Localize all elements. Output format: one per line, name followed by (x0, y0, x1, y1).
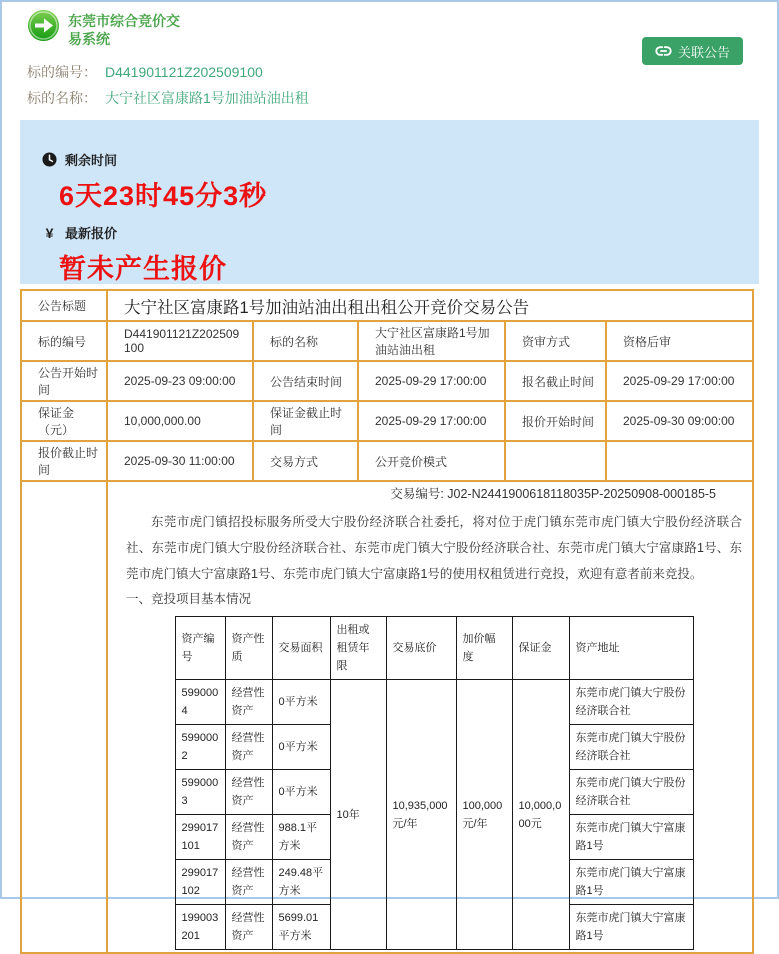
notice-title-row (21, 290, 753, 321)
latest-bid-value: 暂未产生报价 (59, 254, 227, 284)
target-no-cell-label: 标的编号 (21, 321, 107, 361)
trade-no-line: 交易编号: J02-N2441900618118035P-20250908-000185-5 (390, 487, 717, 501)
signup-deadline-value: 2025-09-29 17:00:00 (606, 361, 753, 401)
deposit-deadline-value: 2025-09-29 17:00:00 (358, 401, 505, 441)
asset-base-price: 10,935,000元/年 (386, 680, 456, 950)
empty-cell (505, 441, 606, 481)
asset-area: 249.48平方米 (272, 860, 330, 905)
target-name-line (27, 89, 761, 107)
target-no-line (27, 63, 761, 81)
deposit-value: 10,000,000.00 (107, 401, 253, 441)
system-logo-icon (27, 9, 60, 42)
system-title: 东莞市综合竞价交易系统 (68, 13, 180, 47)
announce-time-row (21, 361, 753, 401)
asset-deposit: 10,000,000元 (512, 680, 569, 950)
notice-title-value: 大宁社区富康路1号加油站油出租出租公开竞价交易公告 (107, 290, 753, 321)
asset-address: 东莞市虎门镇大宁富康路1号 (569, 815, 693, 860)
asset-nature: 经营性资产 (225, 905, 272, 950)
asset-no: 5990003 (175, 770, 225, 815)
remaining-time-value: 6天23时45分3秒 (59, 181, 268, 211)
asset-address: 东莞市虎门镇大宁股份经济联合社 (569, 770, 693, 815)
deposit-label: 保证金（元） (21, 401, 107, 441)
target-no-value: D441901121Z202509100 (105, 64, 263, 80)
bid-deadline-label: 报价截止时间 (21, 441, 107, 481)
asset-area: 0平方米 (272, 680, 330, 725)
bid-deadline-row (21, 441, 753, 481)
bid-start-value: 2025-09-30 09:00:00 (606, 401, 753, 441)
announce-end-label: 公告结束时间 (253, 361, 358, 401)
related-announcements-button[interactable] (642, 37, 743, 65)
asset-header-address: 资产地址 (569, 617, 693, 680)
latest-bid-row (42, 223, 759, 242)
asset-no: 5990002 (175, 725, 225, 770)
target-name-cell-label: 标的名称 (253, 321, 358, 361)
announce-start-value: 2025-09-23 09:00:00 (107, 361, 253, 401)
asset-nature: 经营性资产 (225, 680, 272, 725)
related-announcements-label: 关联公告 (677, 44, 730, 60)
asset-header-increment: 加价幅度 (456, 617, 512, 680)
asset-nature: 经营性资产 (225, 770, 272, 815)
bid-start-label: 报价开始时间 (505, 401, 606, 441)
asset-header-deposit: 保证金 (512, 617, 569, 680)
target-no-cell-value: D441901121Z202509100 (107, 321, 253, 361)
document-row-spacer (21, 481, 107, 953)
document-cell (107, 481, 753, 953)
asset-no: 199003201 (175, 905, 225, 950)
document-row (21, 481, 753, 953)
asset-nature: 经营性资产 (225, 815, 272, 860)
asset-header-term: 出租或租赁年限 (330, 617, 386, 680)
notice-title-label: 公告标题 (21, 290, 107, 321)
asset-no: 299017101 (175, 815, 225, 860)
asset-area: 0平方米 (272, 725, 330, 770)
remaining-time-label: 剩余时间 (65, 153, 118, 168)
latest-bid-label: 最新报价 (65, 226, 118, 241)
asset-header-nature: 资产性质 (225, 617, 272, 680)
bid-deadline-value: 2025-09-30 11:00:00 (107, 441, 253, 481)
section1-title: 一、竞投项目基本情况 (126, 592, 252, 606)
asset-nature: 经营性资产 (225, 860, 272, 905)
asset-no: 299017102 (175, 860, 225, 905)
asset-row (175, 680, 693, 725)
remaining-time-row (42, 150, 759, 169)
trade-mode-value: 公开竞价模式 (358, 441, 505, 481)
status-panel (20, 120, 759, 284)
clock-icon (42, 152, 57, 167)
asset-lease-term: 10年 (330, 680, 386, 950)
asset-header-area: 交易面积 (272, 617, 330, 680)
deposit-deadline-label: 保证金截止时间 (253, 401, 358, 441)
review-method-label: 资审方式 (505, 321, 606, 361)
asset-header-base-price: 交易底价 (386, 617, 456, 680)
target-name-cell-value: 大宁社区富康路1号加油站油出租 (358, 321, 505, 361)
review-method-value: 资格后审 (606, 321, 753, 361)
target-name-value: 大宁社区富康路1号加油站油出租 (105, 90, 309, 106)
target-row (21, 321, 753, 361)
announcement-info-table (20, 289, 754, 954)
intro-paragraph: 东莞市虎门镇招投标服务所受大宁股份经济联合社委托，将对位于虎门镇东莞市虎门镇大宁股份经济联合社、东莞市虎门镇大宁股份经济联合社、东莞市虎门镇大宁股份经济联合社、东莞市虎门镇大宁富康路1号、东莞市虎门镇大宁富康路1号、东莞市虎门镇大宁富康路1号的使用权租赁进行竞投，欢迎有意者前来竞投。 (126, 515, 743, 581)
asset-table (175, 616, 694, 950)
announce-start-label: 公告开始时间 (21, 361, 107, 401)
asset-address: 东莞市虎门镇大宁股份经济联合社 (569, 680, 693, 725)
asset-area: 988.1平方米 (272, 815, 330, 860)
deposit-row (21, 401, 753, 441)
signup-deadline-label: 报名截止时间 (505, 361, 606, 401)
announce-end-value: 2025-09-29 17:00:00 (358, 361, 505, 401)
asset-area: 0平方米 (272, 770, 330, 815)
target-no-label: 标的编号： (27, 64, 97, 80)
asset-nature: 经营性资产 (225, 725, 272, 770)
asset-address: 东莞市虎门镇大宁股份经济联合社 (569, 725, 693, 770)
asset-address: 东莞市虎门镇大宁富康路1号 (569, 905, 693, 950)
asset-address: 东莞市虎门镇大宁富康路1号 (569, 860, 693, 905)
target-name-label: 标的名称： (27, 90, 97, 106)
asset-area: 5699.01平方米 (272, 905, 330, 950)
page-header (2, 2, 777, 107)
link-icon (655, 44, 672, 58)
asset-no: 5990004 (175, 680, 225, 725)
asset-header-row (175, 617, 693, 680)
asset-increment: 100,000元/年 (456, 680, 512, 950)
trade-mode-label: 交易方式 (253, 441, 358, 481)
yen-icon: ¥ (45, 224, 54, 241)
empty-cell (606, 441, 753, 481)
asset-header-no: 资产编号 (175, 617, 225, 680)
